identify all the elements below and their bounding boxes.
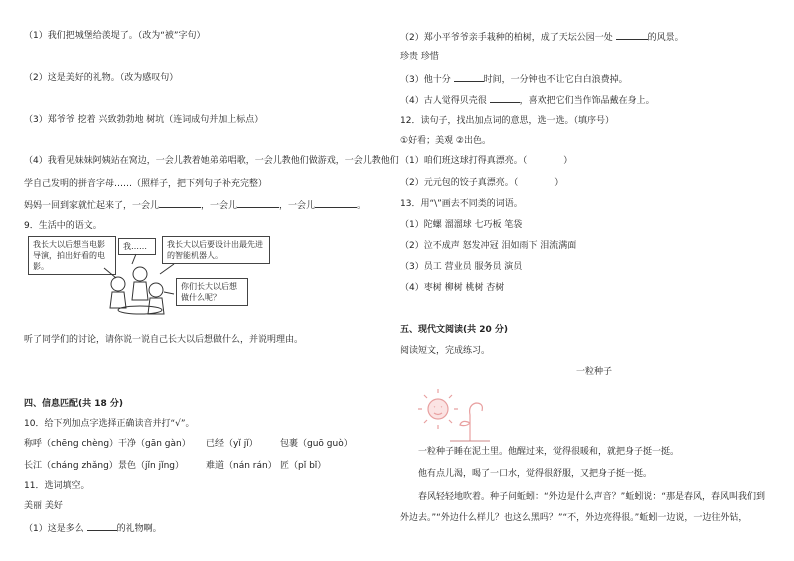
q10-item[interactable]: 已经（yǐ jǐ） (206, 439, 258, 449)
q11-2-end: 的风景。 (647, 33, 684, 43)
q12-2-text: （2）元元包的饺子真漂亮。（ (400, 178, 519, 188)
q10-item[interactable]: 包裹（guō guò） (280, 439, 353, 449)
answer-blank[interactable] (159, 198, 201, 208)
story-paragraph-3a: 春风轻轻地吹着。种子问蚯蚓：“外边是什么声音？”蚯蚓说：“那是春风，春风叫我们到 (418, 492, 765, 502)
section-5-title: 五、现代文阅读(共 20 分) (400, 325, 509, 335)
question-4-line2: 学自己发明的拼音字母……（照样子，把下列句子补充完整） (24, 179, 268, 189)
q12-options: ①好看；美观 ②出色。 (400, 136, 491, 146)
speech-bubble-robot: 我长大以后要设计出最先进的智能机器人。 (162, 236, 270, 264)
children-drawing (24, 234, 274, 316)
answer-blank[interactable] (87, 521, 117, 531)
question-13: 13．用“\”画去不同类的词语。 (400, 199, 523, 209)
question-10: 10．给下列加点字选择正确读音并打“√”。 (24, 419, 195, 429)
reading-instruction: 阅读短文，完成练习。 (400, 346, 491, 356)
q13-row-4[interactable]: （4）枣树 柳树 桃树 杏树 (400, 283, 505, 293)
q11-item-3 (400, 72, 628, 86)
q12-item-1 (400, 155, 572, 167)
answer-blank[interactable] (315, 198, 357, 208)
question-11: 11．选词填空。 (24, 481, 90, 491)
q10-item[interactable]: 长江（cháng zhǎng） (24, 461, 118, 471)
q10-item[interactable]: 称呼（chēng chèng） (24, 439, 119, 449)
q11-3-end: 时间，一分钟也不让它白白浪费掉。 (483, 75, 628, 85)
q11-word-options: 美丽 美好 (24, 501, 63, 511)
question-3: （3）郑爷爷 挖着 兴致勃勃地 树坑（连词成句并加上标点） (24, 115, 264, 125)
q12-1-end: ） (563, 156, 573, 166)
story-paragraph-1: 一粒种子睡在泥土里。他醒过来，觉得很暖和，就把身子挺一挺。 (418, 447, 680, 457)
q11-4-text: （4）古人觉得贝壳很 (400, 96, 487, 106)
discussion-illustration (24, 234, 274, 316)
q10-item[interactable]: 匠（pǐ bǐ） (280, 461, 327, 471)
q11-item-4 (400, 93, 655, 107)
q4-end: 。 (357, 201, 367, 211)
answer-blank[interactable] (454, 72, 484, 82)
q11-3-text: （3）他十分 (400, 75, 451, 85)
question-4-line1: （4）我看见妹妹阿姨站在窝边，一会儿教着她弟弟唱歌，一会儿教他们做游戏，一会儿教他们 (24, 156, 399, 166)
section-4-title: 四、信息匹配(共 18 分) (24, 399, 124, 409)
q12-2-end: ） (554, 178, 564, 188)
q11-4-end: ，喜欢把它们当作饰品戴在身上。 (519, 96, 655, 106)
q13-row-2[interactable]: （2）泣不成声 怒发冲冠 泪如雨下 泪流满面 (400, 241, 577, 251)
q11-item-1 (24, 521, 162, 535)
question-4-line3 (24, 198, 366, 212)
question-12: 12．读句子，找出加点词的意思，选一选。（填序号） (400, 116, 614, 126)
q10-item[interactable]: 景色（jǐn jǐng） (118, 461, 184, 471)
speech-bubble-question: 你们长大以后想做什么呢？ (176, 278, 248, 306)
q10-item[interactable]: 难道（nán rán） (206, 461, 277, 471)
q11-item-2 (400, 30, 684, 44)
answer-blank[interactable] (490, 93, 520, 103)
q13-row-3[interactable]: （3）员工 营业员 服务员 演员 (400, 262, 523, 272)
q12-item-2 (400, 177, 563, 189)
story-title: 一粒种子 (576, 367, 613, 377)
q11-1-text: （1）这是多么 (24, 524, 84, 534)
answer-blank[interactable] (616, 30, 648, 40)
question-2: （2）这是美好的礼物。（改为感叹句） (24, 73, 179, 83)
speech-bubble-director: 我长大以后想当电影导演，拍出好看的电影。 (28, 236, 116, 275)
q4-mid2: ，一会儿 (279, 201, 316, 211)
q4-prefix: 妈妈一回到家就忙起来了，一会儿 (24, 201, 160, 211)
q11-1-end: 的礼物啊。 (116, 524, 162, 534)
question-9-prompt: 听了同学们的讨论，请你说一说自己长大以后想做什么，并说明理由。 (24, 335, 304, 345)
question-1: （1）我们把城堡给羡堤了。（改为“被”字句） (24, 31, 206, 41)
q11-2-text: （2）郑小平爷爷亲手栽种的柏树，成了天坛公园一处 (400, 33, 613, 43)
story-paragraph-3b: 外边去。”“外边什么样儿？也这么黑吗？”“不，外边亮得很。”蚯蚓一边说，一边往外钻， (400, 513, 748, 523)
q12-1-text: （1）咱们班这球打得真漂亮。（ (400, 156, 528, 166)
sun-and-seedling-illustration (410, 385, 500, 445)
q4-mid1: ，一会儿 (201, 201, 238, 211)
speech-bubble-me: 我…… (118, 238, 156, 255)
question-9: 9．生活中的语文。 (24, 221, 102, 231)
story-paragraph-2: 他有点儿渴，喝了一口水，觉得很舒服，又把身子挺一挺。 (418, 469, 653, 479)
answer-blank[interactable] (237, 198, 279, 208)
q11-word-options-2: 珍贵 珍惜 (400, 52, 439, 62)
q13-row-1[interactable]: （1）陀螺 溜溜球 七巧板 笔袋 (400, 220, 523, 230)
q10-item[interactable]: 干净（gān gàn） (118, 439, 191, 449)
